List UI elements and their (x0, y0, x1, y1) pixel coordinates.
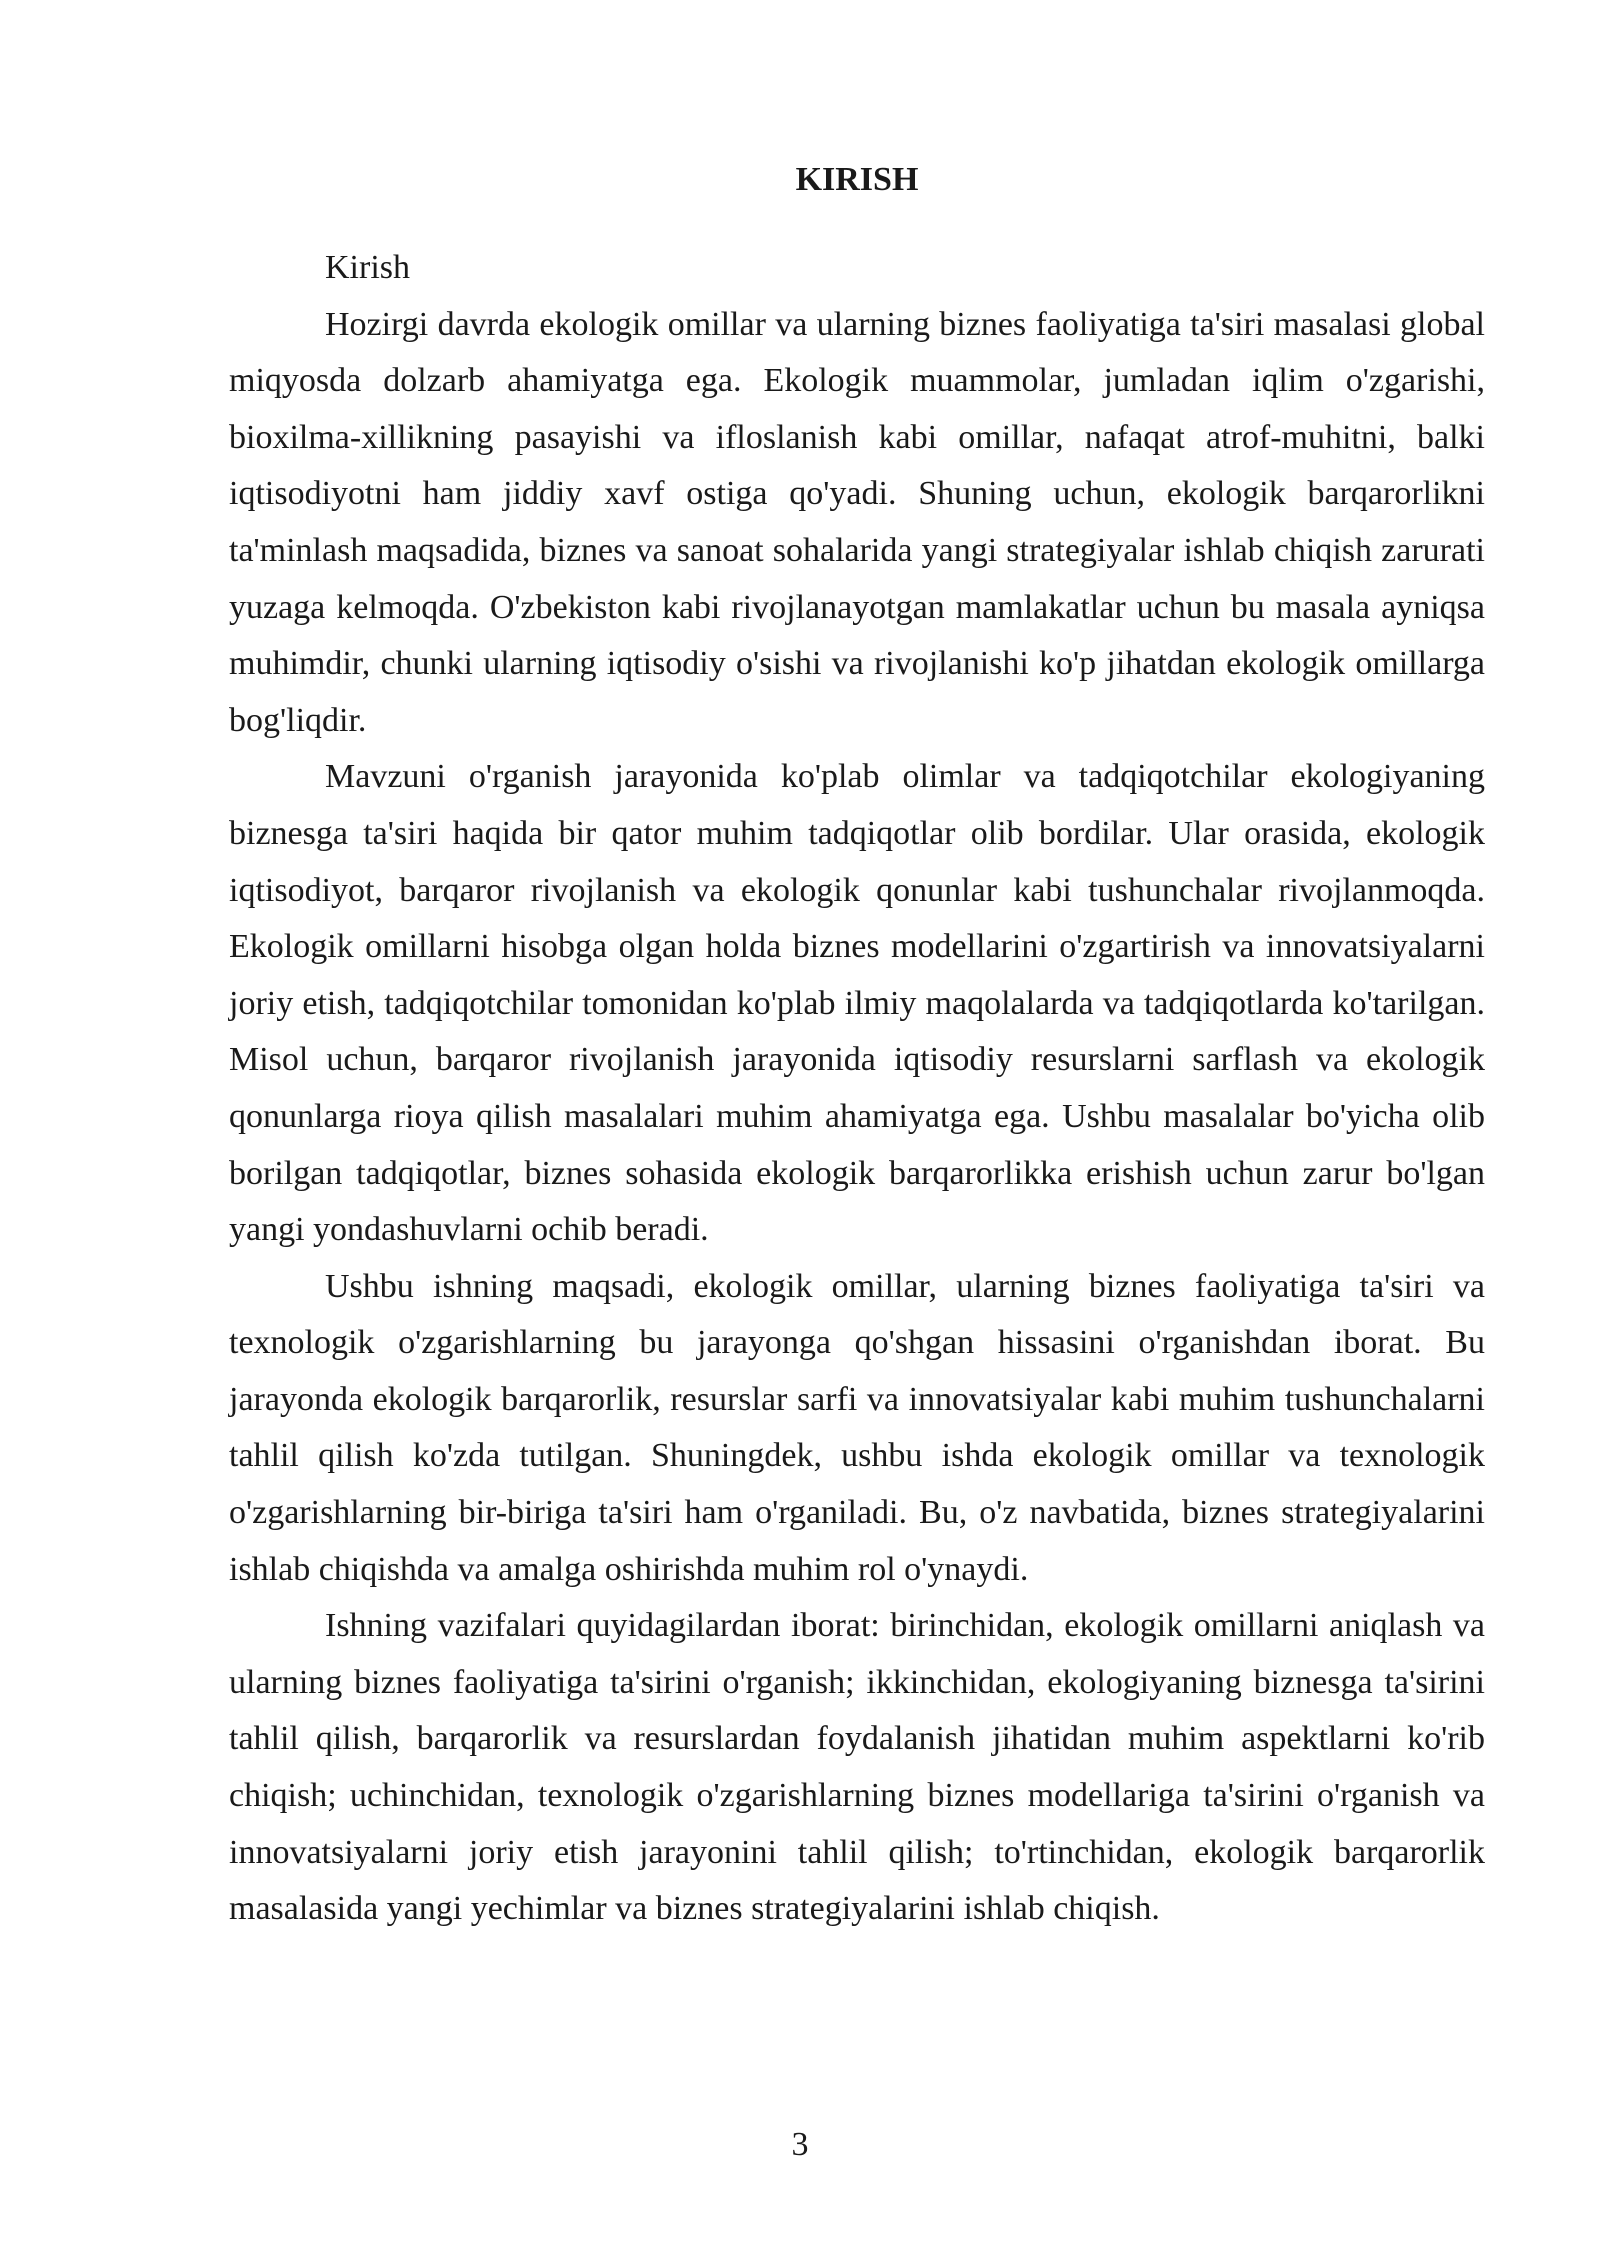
document-page (229, 160, 1485, 1938)
paragraph: Mavzuni o'rganish jarayonida ko'plab olimlar va tadqiqotchilar ekologiyaning biznesga ta'siri haqida bir qator muhim tadqiqotlar olib bordilar. Ular orasida, ekologik iqtisodiyot, barqaror rivojlanish va ekologik qonunlar kabi tushunchalar rivojlanmoqda. Ekologik omillarni hisobga olgan holda biznes modellarini o'zgartirish va innovatsiyalarni joriy etish, tadqiqotchilar tomonidan ko'plab ilmiy maqolalarda va tadqiqotlarda ko'tarilgan. Misol uchun, barqaror rivojlanish jarayonida iqtisodiy resurslarni sarflash va ekologik qonunlarga rioya qilish masalalari muhim ahamiyatga ega. Ushbu masalalar bo'yicha olib borilgan tadqiqotlar, biznes sohasida ekologik barqarorlikka erishish uchun zarur bo'lgan yangi yondashuvlarni ochib beradi. (229, 758, 1485, 1249)
paragraph: Hozirgi davrda ekologik omillar va ularning biznes faoliyatiga ta'siri masalasi global miqyosda dolzarb ahamiyatga ega. Ekologik muammolar, jumladan iqlim o'zgarishi, bioxilma-xillikning pasayishi va ifloslanish kabi omillar, nafaqat atrof-muhitni, balki iqtisodiyotni ham jiddiy xavf ostiga qo'yadi. Shuning uchun, ekologik barqarorlikni ta'minlash maqsadida, biznes va sanoat sohalarida yangi strategiyalar ishlab chiqish zarurati yuzaga kelmoqda. O'zbekiston kabi rivojlanayotgan mamlakatlar uchun bu masala ayniqsa muhimdir, chunki ularning iqtisodiy o'sishi va rivojlanishi ko'p jihatdan ekologik omillarga bog'liqdir. (229, 305, 1485, 739)
section-subheading: Kirish (325, 249, 410, 286)
paragraph: Ishning vazifalari quyidagilardan iborat: birinchidan, ekologik omillarni aniqlash va ularning biznes faoliyatiga ta'sirini o'rganish; ikkinchidan, ekologiyaning biznesga ta'sirini tahlil qilish, barqarorlik va resurslardan foydalanish jihatidan muhim aspektlarni ko'rib chiqish; uchinchidan, texnologik o'zgarishlarning biznes modellariga ta'sirini o'rganish va innovatsiyalarni joriy etish jarayonini tahlil qilish; to'rtinchidan, ekologik barqarorlik masalasida yangi yechimlar va biznes strategiyalarini ishlab chiqish. (229, 1607, 1485, 1928)
paragraph: Ushbu ishning maqsadi, ekologik omillar, ularning biznes faoliyatiga ta'siri va texnologik o'zgarishlarning bu jarayonga qo'shgan hissasini o'rganishdan iborat. Bu jarayonda ekologik barqarorlik, resurslar sarfi va innovatsiyalar kabi muhim tushunchalarni tahlil qilish ko'zda tutilgan. Shuningdek, ushbu ishda ekologik omillar va texnologik o'zgarishlarning bir-biriga ta'siri ham o'rganiladi. Bu, o'z navbatida, biznes strategiyalarini ishlab chiqishda va amalga oshirishda muhim rol o'ynaydi. (229, 1267, 1485, 1588)
page-number: 3 (791, 2126, 809, 2163)
page-title: KIRISH (795, 161, 919, 198)
